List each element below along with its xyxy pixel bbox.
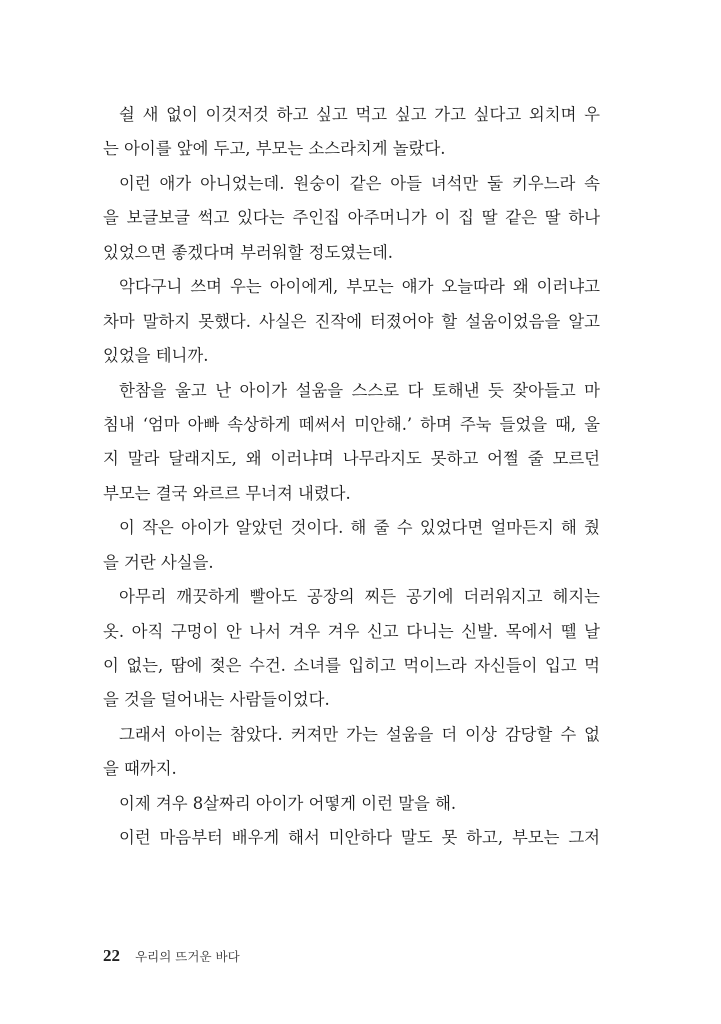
text-line-2: 는 아이를 앞에 두고, 부모는 소스라치게 놀랐다. — [103, 139, 446, 159]
text-line-15: 아무리 깨끗하게 빨아도 공장의 찌든 공기에 더러워지고 헤지는 — [119, 587, 600, 607]
text-line-11: 지 말라 달래지도, 왜 이러냐며 나무라지도 못하고 어쩔 줄 모르던 — [103, 449, 600, 469]
text-line-14: 을 거란 사실을. — [103, 552, 214, 572]
text-line-17: 이 없는, 땀에 젖은 수건. 소녀를 입히고 먹이느라 자신들이 입고 먹 — [103, 656, 600, 675]
page-number: 22 — [103, 946, 120, 965]
text-line-22: 이런 마음부터 배우게 해서 미안하다 말도 못 하고, 부모는 그저 — [119, 828, 600, 848]
text-line-21: 이제 겨우 8살짜리 아이가 어떻게 이런 말을 해. — [119, 793, 457, 813]
page-body — [103, 98, 600, 856]
text-line-9: 한참을 울고 난 아이가 설움을 스스로 다 토해낸 듯 잦아들고 마 — [119, 380, 600, 400]
text-line-12: 부모는 결국 와르르 무너져 내렸다. — [103, 483, 351, 503]
text-line-5: 있었으면 좋겠다며 부러워할 정도였는데. — [103, 242, 394, 262]
text-line-4: 을 보글보글 썩고 있다는 주인집 아주머니가 이 집 딸 같은 딸 하나 — [103, 208, 600, 228]
text-line-16: 옷. 아직 구멍이 안 나서 겨우 겨우 신고 다니는 신발. 목에서 뗄 날 — [103, 621, 600, 641]
text-line-3: 이런 애가 아니었는데. 원숭이 같은 아들 녀석만 둘 키우느라 속 — [119, 173, 600, 193]
text-line-13: 이 작은 아이가 알았던 것이다. 해 줄 수 있었다면 얼마든지 해 줬 — [119, 518, 600, 538]
text-line-20: 을 때까지. — [103, 759, 177, 779]
text-line-6: 악다구니 쓰며 우는 아이에게, 부모는 얘가 오늘따라 왜 이러냐고 — [119, 277, 600, 297]
text-line-8: 있었을 테니까. — [103, 346, 209, 366]
running-title: 우리의 뜨거운 바다 — [135, 949, 240, 964]
page-footer — [103, 944, 240, 968]
text-line-7: 차마 말하지 못했다. 사실은 진작에 터졌어야 할 설움이었음을 알고 — [103, 311, 600, 331]
text-line-18: 을 것을 덜어내는 사람들이었다. — [103, 690, 330, 710]
text-line-19: 그래서 아이는 참았다. 커져만 가는 설움을 더 이상 감당할 수 없 — [119, 724, 600, 744]
text-line-1: 쉴 새 없이 이것저것 하고 싶고 먹고 싶고 가고 싶다고 외치며 우 — [119, 105, 600, 124]
text-line-10: 침내 ‘엄마 아빠 속상하게 떼써서 미안해.’ 하며 주눅 들었을 때, 울 — [103, 414, 600, 434]
